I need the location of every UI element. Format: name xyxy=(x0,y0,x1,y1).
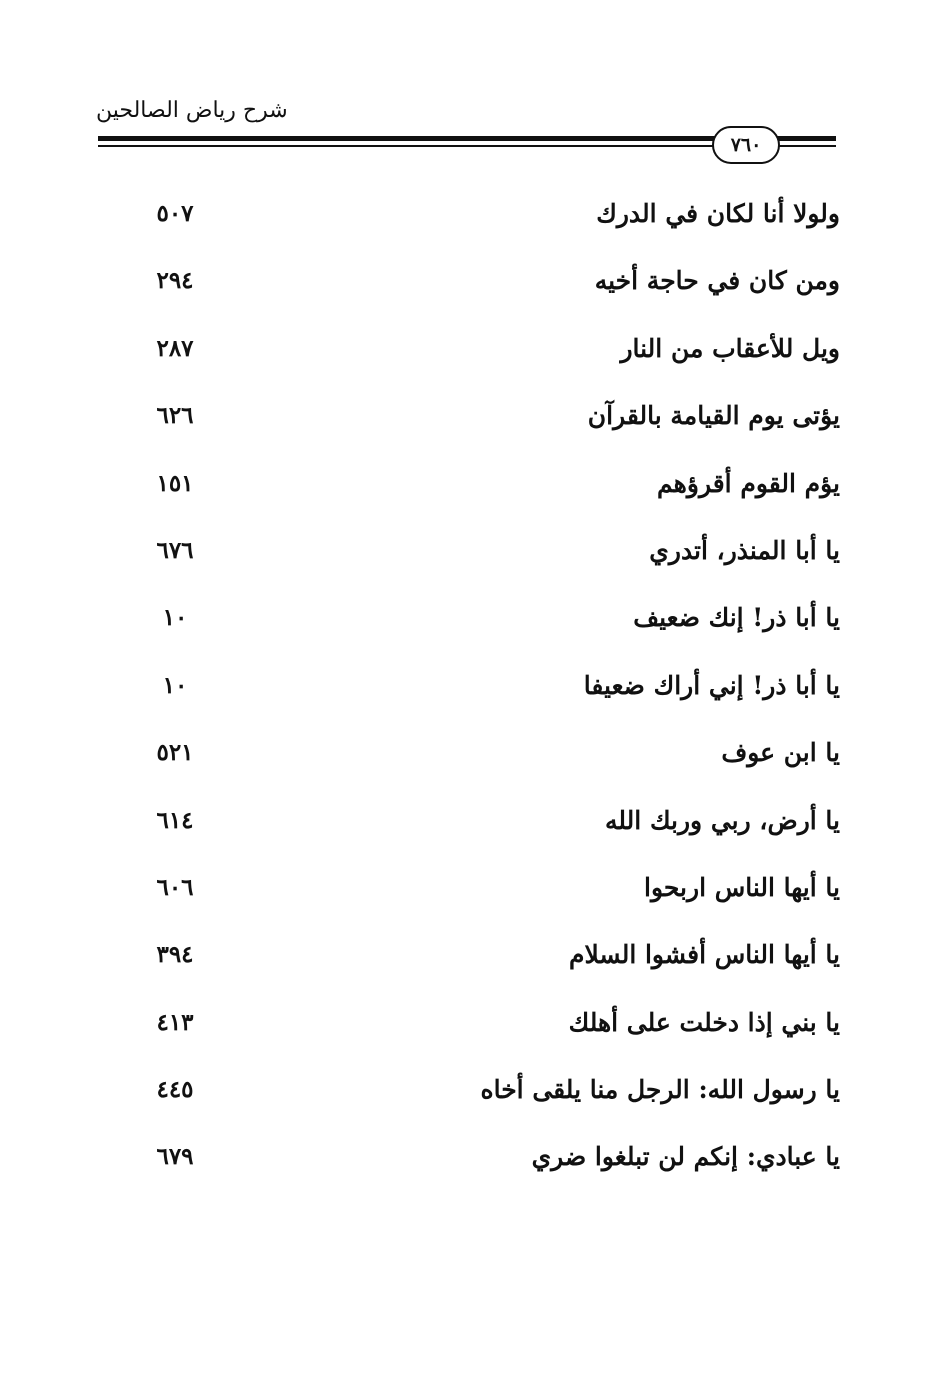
index-entry-text: يا أبا ذر! إنك ضعيف xyxy=(633,603,840,633)
index-row xyxy=(100,1058,840,1125)
index-entry-page: ٦٢٦ xyxy=(156,402,194,430)
running-header-title: شرح رياض الصالحين xyxy=(96,98,288,123)
index-entry-text: يا بني إذا دخلت على أهلك xyxy=(568,1007,840,1037)
index-entry-page: ٣٩٤ xyxy=(156,941,194,969)
index-entry-page: ١٥١ xyxy=(156,469,194,497)
index-entry-text: يؤتى يوم القيامة بالقرآن xyxy=(587,401,840,431)
index-row xyxy=(100,991,840,1058)
index-entry-text: يا أيها الناس أفشوا السلام xyxy=(569,940,840,970)
index-entry-text: ومن كان في حاجة أخيه xyxy=(594,266,840,296)
index-row xyxy=(100,384,840,451)
hadith-index-list xyxy=(100,182,840,1193)
index-entry-page: ٢٩٤ xyxy=(156,267,194,295)
index-entry-page: ٤٤٥ xyxy=(156,1076,194,1104)
index-entry-page: ٤١٣ xyxy=(156,1008,194,1036)
index-row xyxy=(100,923,840,990)
index-row xyxy=(100,317,840,384)
index-entry-text: يا أيها الناس اربحوا xyxy=(644,872,840,902)
index-row xyxy=(100,452,840,519)
index-entry-page: ٥٠٧ xyxy=(156,200,194,227)
index-entry-text: يا رسول الله: الرجل منا يلقى أخاه xyxy=(480,1075,840,1105)
index-entry-page: ٦٧٩ xyxy=(156,1143,194,1171)
index-row xyxy=(100,586,840,653)
index-entry-text: ويل للأعقاب من النار xyxy=(620,333,840,363)
index-row xyxy=(100,856,840,923)
index-entry-text: يا أبا المنذر، أتدري xyxy=(649,535,840,565)
index-row xyxy=(100,519,840,586)
index-row xyxy=(100,789,840,856)
index-row xyxy=(100,1125,840,1192)
index-row xyxy=(100,654,840,721)
index-entry-page: ٦١٤ xyxy=(156,806,194,834)
index-row xyxy=(100,721,840,788)
index-entry-page: ١٠ xyxy=(162,604,188,632)
index-row xyxy=(100,182,840,249)
index-entry-text: يا أرض، ربي وربك الله xyxy=(605,805,840,835)
index-entry-page: ٥٢١ xyxy=(156,739,194,767)
index-entry-text: يا ابن عوف xyxy=(721,738,840,768)
index-entry-text: يا أبا ذر! إني أراك ضعيفا xyxy=(583,670,840,700)
page-number-badge: ٧٦٠ xyxy=(712,126,780,164)
index-entry-text: يا عبادي: إنكم لن تبلغوا ضري xyxy=(531,1142,840,1172)
index-row xyxy=(100,249,840,316)
index-entry-text: ولولا أنا لكان في الدرك xyxy=(596,199,840,228)
index-entry-page: ٦٧٦ xyxy=(156,536,194,564)
index-entry-page: ٢٨٧ xyxy=(156,334,194,362)
index-entry-page: ١٠ xyxy=(162,671,188,699)
index-entry-page: ٦٠٦ xyxy=(156,873,194,901)
index-entry-text: يؤم القوم أقرؤهم xyxy=(657,468,840,498)
